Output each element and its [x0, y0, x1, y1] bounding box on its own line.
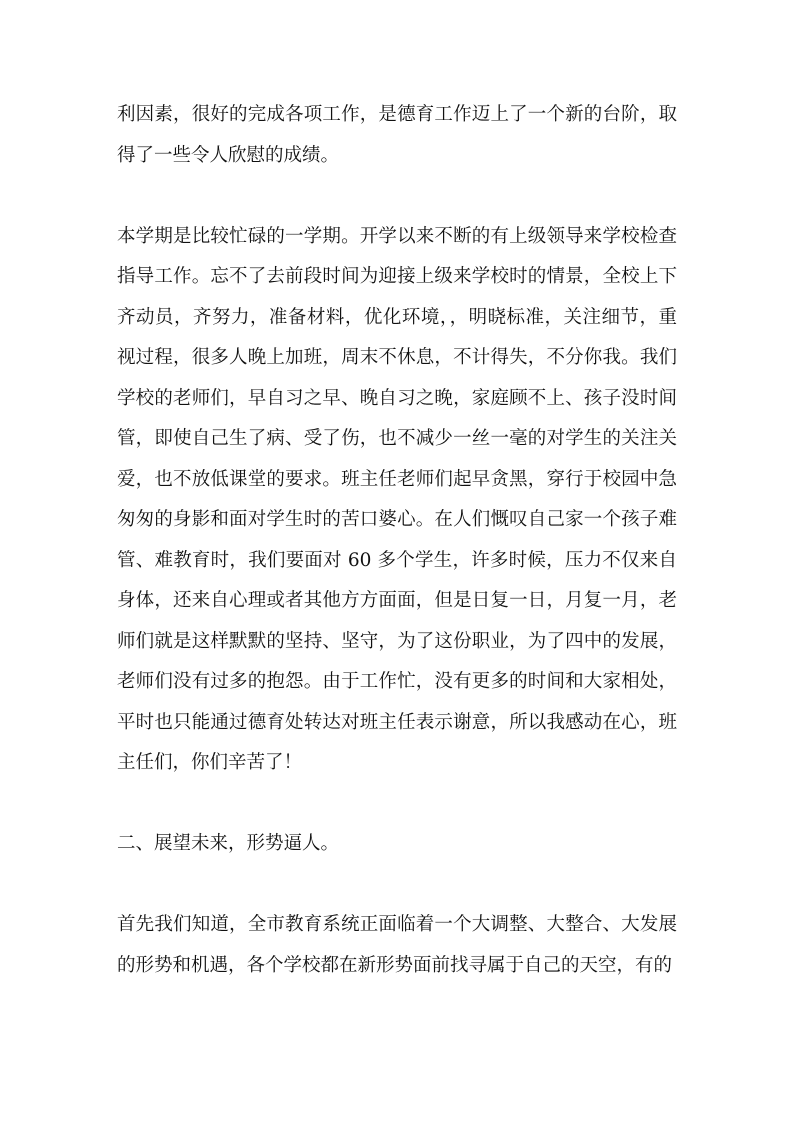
paragraph-continuation: 利因素，很好的完成各项工作，是德育工作迈上了一个新的台阶，取得了一些令人欣慰的成绩。 [117, 104, 677, 166]
document-body [117, 95, 677, 986]
paragraph-spacer [117, 784, 677, 825]
paragraph-spacer [117, 865, 677, 906]
paragraph-outlook: 首先我们知道，全市教育系统正面临着一个大调整、大整合、大发展的形势和机遇，各个学校都在新形势面前找寻属于自己的天空，有的 [117, 914, 677, 976]
section-heading: 二、展望未来，形势逼人。 [117, 833, 340, 854]
paragraph-spacer [117, 176, 677, 217]
paragraph-semester-review: 本学期是比较忙碌的一学期。开学以来不断的有上级领导来学校检查指导工作。忘不了去前段时间为迎接上级来学校时的情景，全校上下齐动员，齐努力，准备材料，优化环境，，明晓标准，关注细节，重视过程，很多人晚上加班，周末不休息，不计得失，不分你我。我们学校的老师们，早自习之早、晚自习之晚，家庭顾不上、孩子没时间管，即使自己生了病、受了伤，也不减少一丝一毫的对学生的关注关爱，也不放低课堂的要求。班主任老师们起早贪黑，穿行于校园中急匆匆的身影和面对学生时的苦口婆心。在人们慨叹自己家一个孩子难管、难教育时，我们要面对 60 多个学生，许多时候，压力不仅来自身体，还来自心理或者其他方方面面，但是日复一日，月复一月，老师们就是这样默默的坚持、坚守，为了这份职业，为了四中的发展，老师们没有过多的抱怨。由于工作忙，没有更多的时间和大家相处，平时也只能通过德育处转达对班主任表示谢意，所以我感动在心，班主任们，你们辛苦了！ [117, 225, 677, 773]
